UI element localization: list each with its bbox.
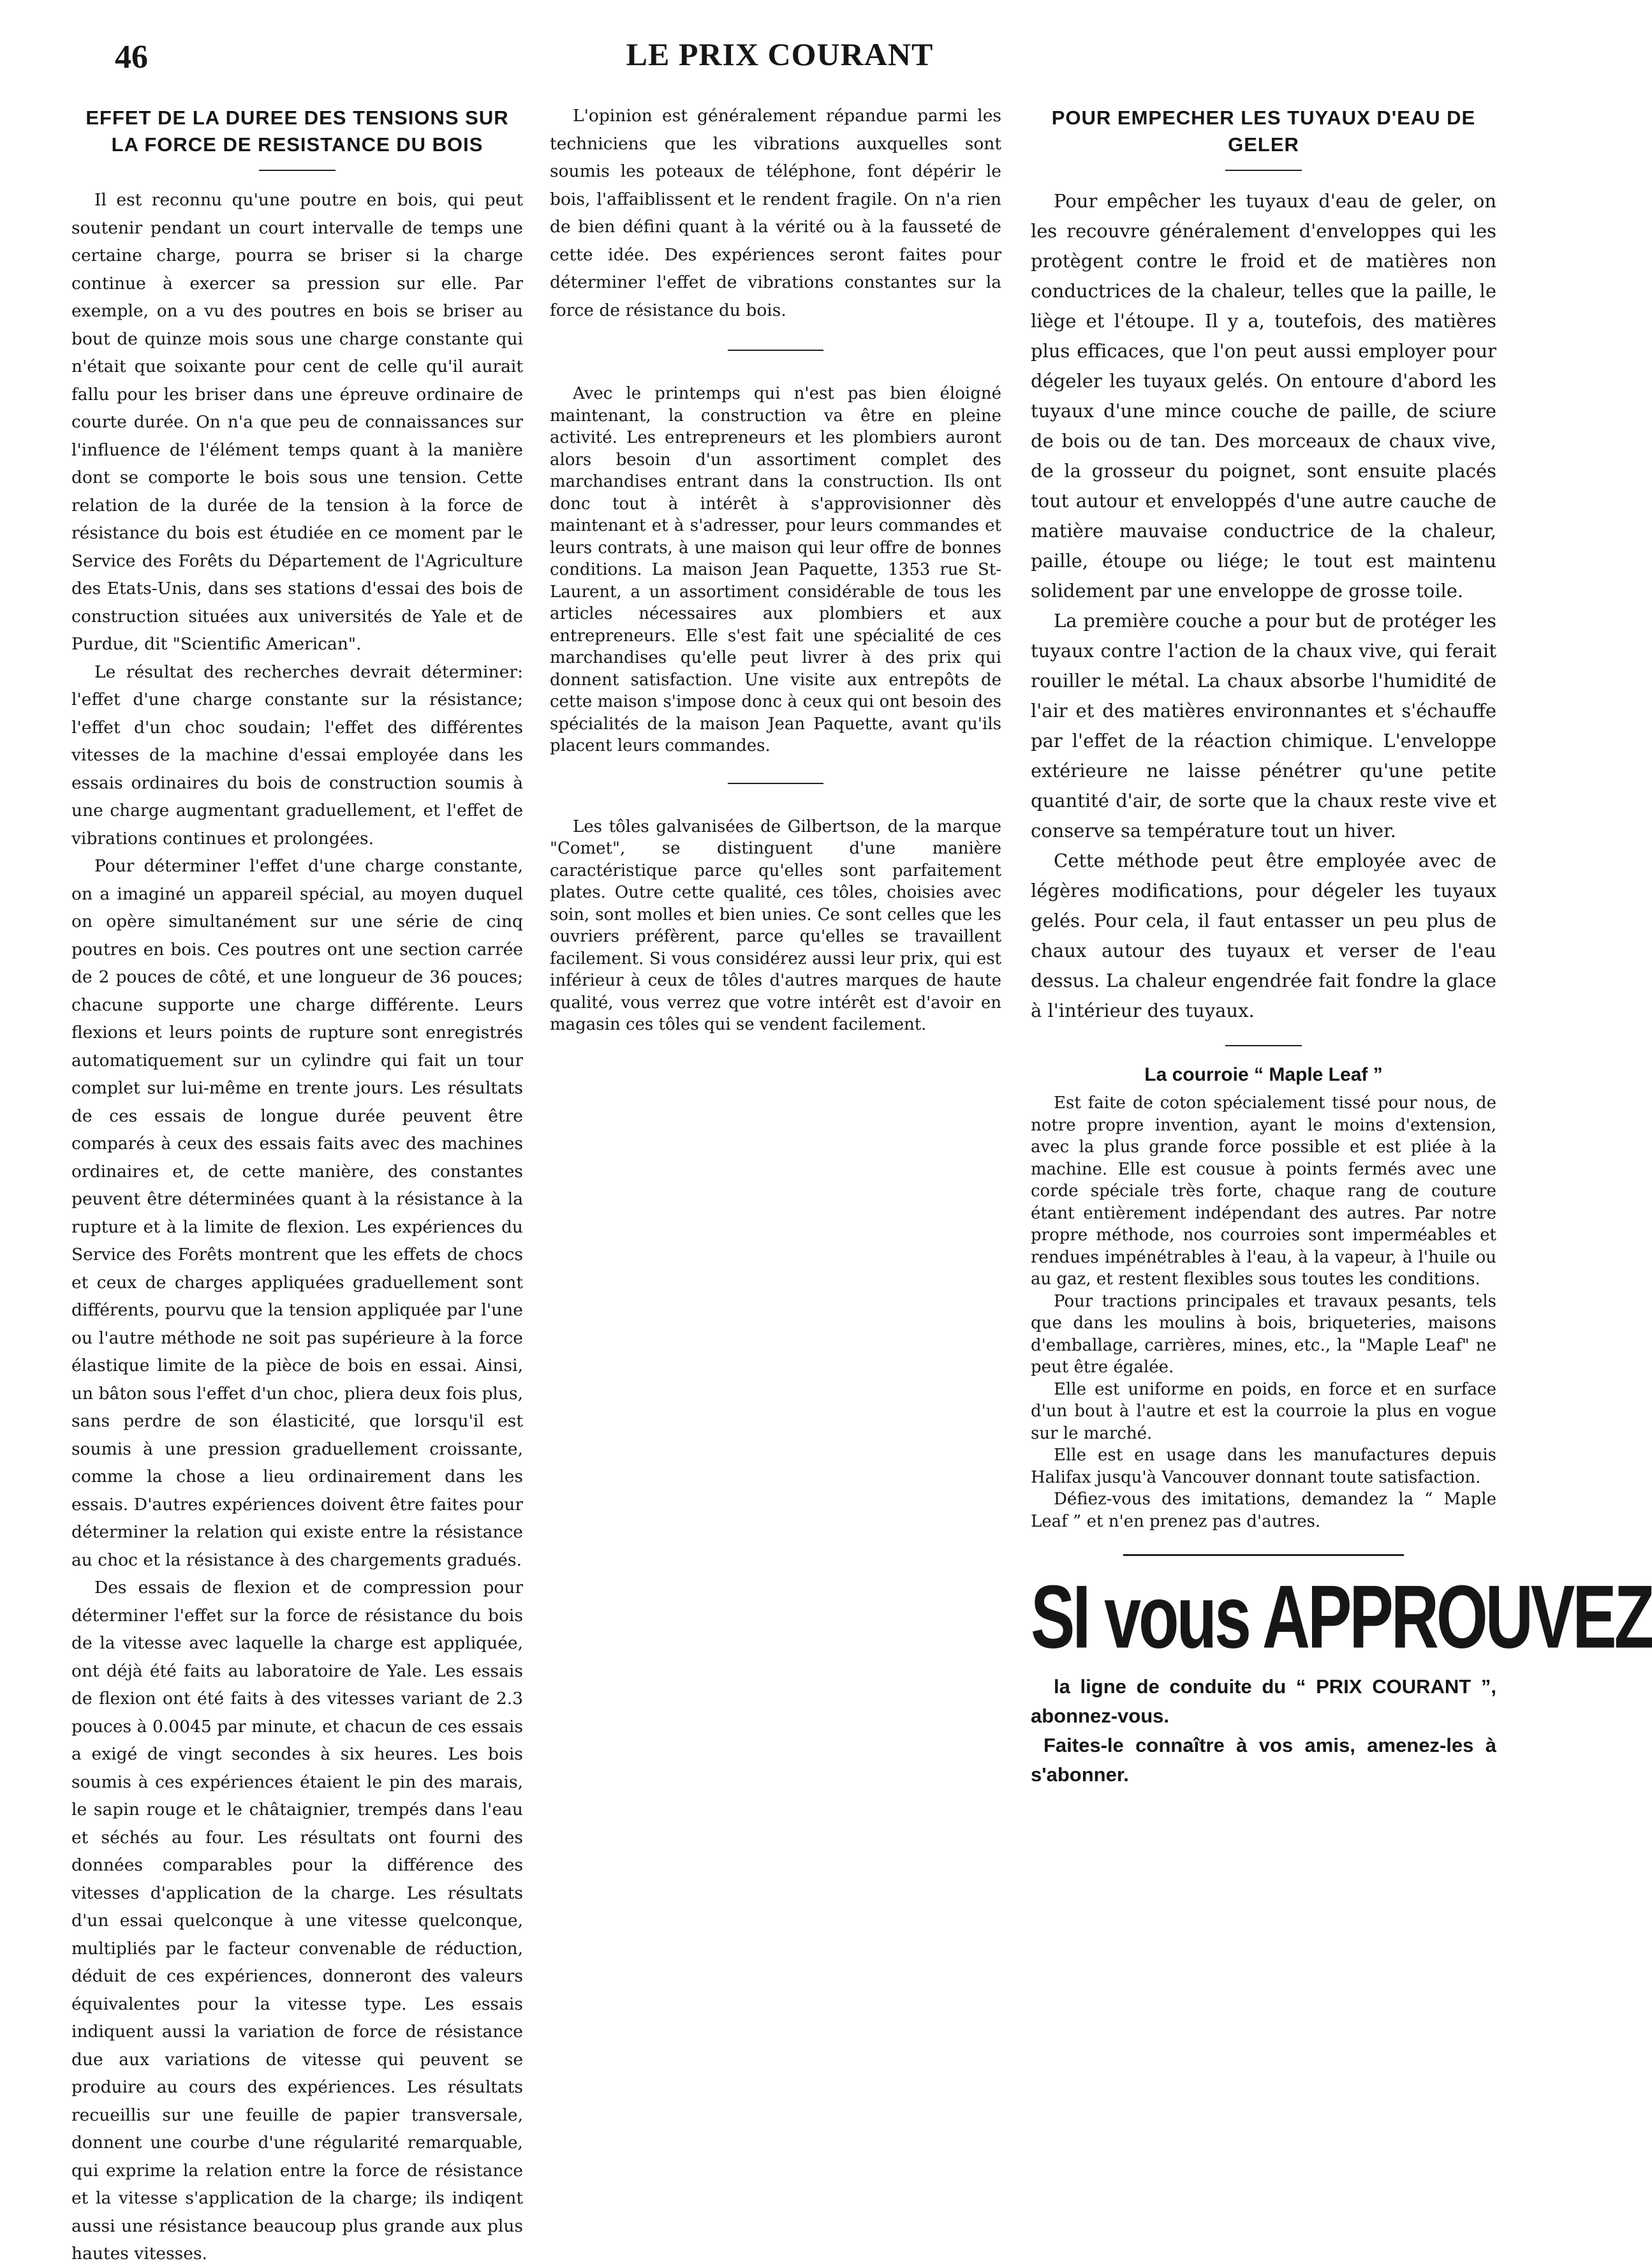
paragraph: Elle est en usage dans les manufactures depuis Halifax jusqu'à Vancouver donnant toute satisfaction. bbox=[1031, 1446, 1496, 1487]
notice-toles: Les tôles galvanisées de Gilbertson, de la marque "Comet", se distinguent d'une manière caractéristique parce qu'elles sont parfaitement plates. Outre cette qualité, ces tôles, choisies avec soin, sont molles et bien unies. Ce sont celles que les ouvriers préfèrent, parce qu'elles se travaillent facilement. Si vous considérez aussi leur prix, qui est inférieur à ceux de tôles d'autres marques de haute qualité, vous verrez que votre intérêt est d'avoir en magasin ces tôles qui se vendent facilement. bbox=[550, 817, 1001, 1034]
article-title-tuyaux: POUR EMPECHER LES TUYAUX D'EAU DE GELER bbox=[1051, 107, 1476, 156]
paragraph: Cette méthode peut être employée avec de légères modifications, pour dégeler les tuyaux gelés. Pour cela, il faut entasser un peu plus de chaux autour des tuyaux et verser de l'eau dessus. La chaleur engendrée fait fondre la glace à l'intérieur des tuyaux. bbox=[1031, 850, 1496, 1021]
divider bbox=[1225, 170, 1302, 171]
paragraph: Pour déterminer l'effet d'une charge constante, on a imaginé un appareil spécial, au moyen duquel on opère simultanément sur une série de cinq poutres en bois. Ces poutres ont une section carrée de 2 pouces de côté, et une longueur de 36 pouces; chacune supporte une charge différente. Leurs flexions et leurs points de rupture sont enregistrés automatiquement sur un cylindre qui fait un tour complet sur lui-même en trente jours. Les résultats de ces essais de longue durée peuvent être comparés à ceux des essais faits avec des machines ordinaires et, de cette manière, des constantes peuvent être déterminées quant à la résistance à la rupture et à la limite de flexion. Les expériences du Service des Forêts montrent que les effets de chocs et ceux de charges appliquées graduellement sont différents, pourvu que la tension appliquée par l'une ou l'autre méthode ne soit pas supérieure à la force élastique limite de la pièce de bois en essai. Ainsi, un bâton sous l'effet d'un choc, pliera deux fois plus, sans perdre de son élasticité, que lorsqu'il est soumis à une pression graduellement croissante, comme la chose a lieu ordinairement dans les essais. D'autres expériences doivent être faites pour déterminer la relation qui existe entre la résistance au choc et la résistance à des chargements gradués. bbox=[71, 856, 523, 1570]
paragraph: Pour tractions principales et travaux pesants, tels que dans les moulins à bois, briqueteries, maisons d'emballage, carrières, mines, etc., la "Maple Leaf" ne peut être égalée. bbox=[1031, 1291, 1496, 1377]
subscription-advert bbox=[1031, 1554, 1652, 1790]
paragraph: Défiez-vous des imitations, demandez la “ Maple Leaf ” et n'en prenez pas d'autres. bbox=[1031, 1490, 1496, 1531]
page-header bbox=[0, 0, 1560, 89]
paragraph: La première couche a pour but de protéger les tuyaux contre l'action de la chaux vive, qui ferait rouiller le métal. La chaux absorbe l'humidité de l'air et des matières environnantes et s'échauffe par l'effet de la réaction chimique. L'enveloppe extérieure ne laisse pénétrer qu'une petite quantité d'air, de sorte que la chaux reste vive et conserve sa température tout un hiver. bbox=[1031, 610, 1496, 841]
advert-line: Faites-le connaître à vos amis, amenez-les à s'abonner. bbox=[1031, 1734, 1496, 1786]
column-left bbox=[71, 102, 523, 2264]
article-title-bois: EFFET DE LA DUREE DES TENSIONS SUR LA FORCE DE RESISTANCE DU BOIS bbox=[85, 107, 509, 156]
page-number: 46 bbox=[115, 39, 148, 75]
divider bbox=[1225, 1045, 1302, 1046]
divider bbox=[728, 350, 823, 351]
paragraph: Est faite de coton spécialement tissé pour nous, de notre propre invention, ayant le moins d'extension, avec la plus grande force possible et est pliée à la machine. Elle est cousue à points fermés avec une corde spéciale très forte, chaque rang de couture étant entièrement indépendant des autres. Par notre propre méthode, nos courroies sont imperméables et rendues impénétrables à l'eau, à la vapeur, à l'huile ou au gaz, et restent flexibles sous toutes les conditions. bbox=[1031, 1093, 1496, 1289]
column-right bbox=[1031, 102, 1652, 2177]
masthead: LE PRIX COURANT bbox=[626, 36, 934, 72]
column-middle bbox=[550, 102, 1001, 2177]
paragraph: L'opinion est généralement répandue parmi les techniciens que les vibrations auxquelles sont soumis les poteaux de téléphone, font dépérir le bois, l'affaiblissent et le rendent fragile. On n'a rien de bien défini quant à la vérité ou à la fausseté de cette idée. Des expériences seront faites pour déterminer l'effet de vibrations constantes sur la force de résistance du bois. bbox=[550, 106, 1001, 320]
notice-printemps: Avec le printemps qui n'est pas bien éloigné maintenant, la construction va être en pleine activité. Les entrepreneurs et les plombiers auront alors besoin d'un assortiment complet des marchandises entrant dans la construction. Ils ont donc tout à intérêt à s'approvisionner dès maintenant et à s'adresser, pour leurs commandes et leurs contrats, à une maison qui leur offre de bonnes conditions. La maison Jean Paquette, 1353 rue St-Laurent, a un assortiment considérable de tous les articles nécessaires aux plombiers et aux entrepreneurs. Elle s'est fait une spécialité de ces marchandises qu'elle peut livrer à des prix qui donnent satisfaction. Une visite aux entrepôts de cette maison s'impose donc à ceux qui ont besoin des spécialités de la maison Jean Paquette, avant qu'ils placent leurs commandes. bbox=[550, 384, 1001, 755]
paragraph: Pour empêcher les tuyaux d'eau de geler, on les recouvre généralement d'enveloppes qui les protègent contre le froid et de matières non conductrices de la chaleur, telles que la paille, le liège et l'étoupe. Il y a, toutefois, des matières plus efficaces, que l'on peut aussi employer pour dégeler les tuyaux gelés. On entoure d'abord les tuyaux d'une mince couche de paille, de sciure de bois ou de tan. Des morceaux de chaux vive, de la grosseur du poignet, sont ensuite placés tout autour et enveloppés d'une autre cauche de matière mauvaise conductrice de la chaleur, paille, étoupe ou liége; le tout est maintenu solidement par une enveloppe de grosse toile. bbox=[1031, 190, 1496, 602]
article-title-courroie: La courroie “ Maple Leaf ” bbox=[1144, 1064, 1383, 1085]
paragraph: Il est reconnu qu'une poutre en bois, qui peut soutenir pendant un court intervalle de temps une certaine charge, pourra se briser si la charge continue à exercer sa pression sur elle. Par exemple, on a vu des poutres en bois se briser au bout de quinze mois sous une charge constante qui n'était que soixante pour cent de celle qu'il aurait fallu pour les briser dans une épreuve ordinaire de courte durée. On n'a que peu de connaissances sur l'influence de l'élément temps quant à la manière dont se comporte le bois sous une tension. Cette relation de la durée de la tension à la force de résistance du bois est étudiée en ce moment par le Service des Forêts du Département de l'Agriculture des Etats-Unis, dans ses stations d'essai des bois de construction situées aux universités de Yale et de Purdue, dit "Scientific American". bbox=[71, 190, 523, 654]
divider bbox=[728, 783, 823, 784]
advert-headline: SI vous APPROUVEZ bbox=[1031, 1567, 1652, 1668]
paragraph: Des essais de flexion et de compression pour déterminer l'effet sur la force de résistance du bois de la vitesse avec laquelle la charge est appliquée, ont déjà été faits au laboratoire de Yale. Les essais de flexion ont été faits à des vitesses variant de 2.3 pouces à 0.0045 par minute, et chacun de ces essais a exigé de vingt secondes à six heures. Les bois soumis à ces expériences étaient le pin des marais, le sapin rouge et le châtaignier, trempés dans l'eau et séchés au four. Les résultats ont fourni des données comparables pour la différence des vitesses d'application de la charge. Les résultats d'un essai quelconque à une vitesse quelconque, multipliés par le facteur convenable de réduction, déduit de ces expériences, donneront des valeurs équivalentes pour la vitesse type. Les essais indiquent aussi la variation de force de résistance due aux variations de vitesse qui peuvent se produire au cours des expériences. Les résultats recueillis sur une feuille de papier transversale, donnent une courbe d'une régularité remarquable, qui exprime la relation entre la force de résistance et la vitesse s'application de la charge; ils indiqent aussi une résistance beaucoup plus grande aux plus hautes vitesses. bbox=[71, 1578, 523, 2264]
advert-line: la ligne de conduite du “ PRIX COURANT ”, abonnez-vous. bbox=[1031, 1675, 1496, 1727]
paragraph: Le résultat des recherches devrait déterminer: l'effet d'une charge constante sur la résistance; l'effet d'un choc soudain; l'effet des différentes vitesses de la machine d'essai employée dans les essais ordinaires du bois de construction soumis à une charge augmentant graduellement, et l'effet de vibrations continues et prolongées. bbox=[71, 662, 523, 849]
divider bbox=[259, 170, 336, 171]
paragraph: Elle est uniforme en poids, en force et en surface d'un bout à l'autre et est la courroie la plus en vogue sur le marché. bbox=[1031, 1379, 1496, 1443]
divider bbox=[1123, 1554, 1404, 1556]
